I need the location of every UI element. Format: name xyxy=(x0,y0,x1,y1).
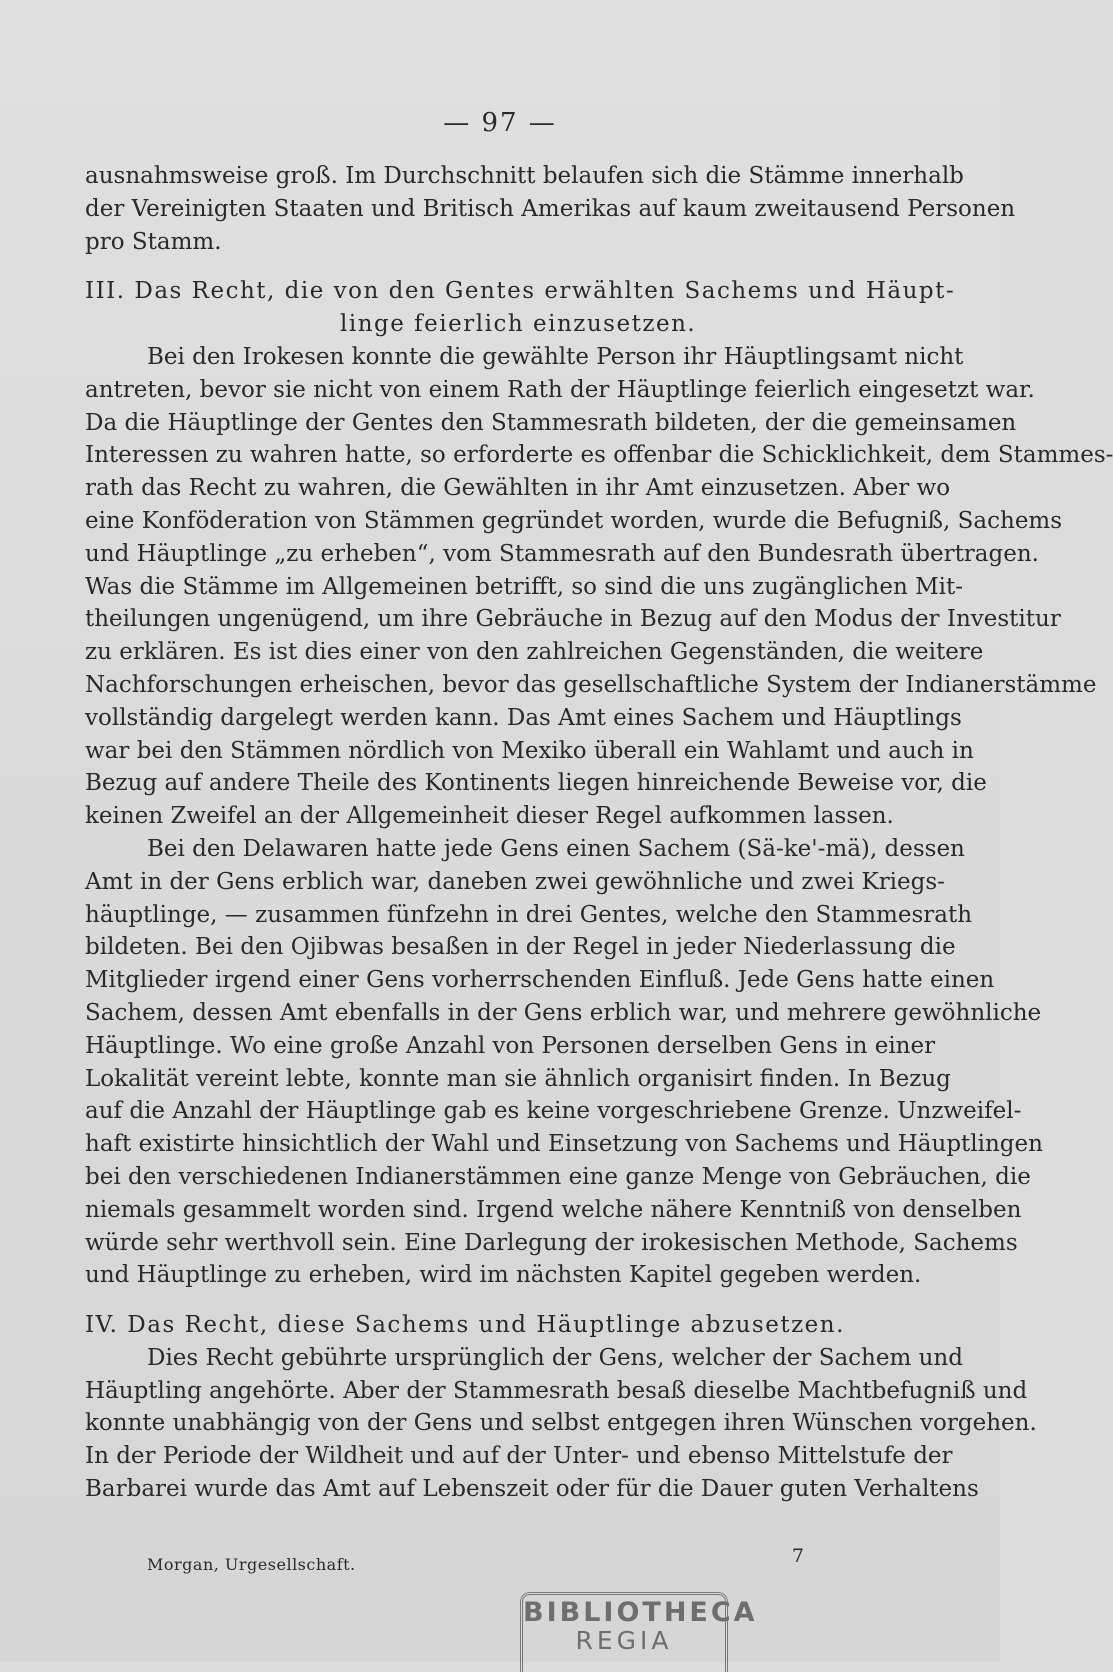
text-line: und Häuptlinge zu erheben, wird im nächsten Kapitel gegeben werden. xyxy=(85,1262,922,1289)
stamp-line-2: REGIA xyxy=(575,1626,673,1655)
text-line: vollständig dargelegt werden kann. Das Amt eines Sachem und Häuptlings xyxy=(85,704,962,731)
section-heading-line: IV. Das Recht, diese Sachems und Häuptlinge abzusetzen. xyxy=(85,1312,845,1339)
page-body xyxy=(85,160,1113,1506)
paragraph-gap xyxy=(85,258,919,275)
section-heading-line: III. Das Recht, die von den Gentes erwählten Sachems und Häupt- xyxy=(85,278,956,305)
page-footer xyxy=(85,1545,919,1575)
text-line: der Vereinigten Staaten und Britisch Amerikas auf kaum zweitausend Personen xyxy=(85,195,1016,222)
library-stamp xyxy=(520,1592,758,1672)
text-line: Da die Häuptlinge der Gentes den Stammesrath bildeten, der die gemeinsamen xyxy=(85,409,1017,436)
text-line: Barbarei wurde das Amt auf Lebenszeit oder für die Dauer guten Verhaltens xyxy=(85,1476,979,1503)
text-line: In der Periode der Wildheit und auf der Unter- und ebenso Mittelstufe der xyxy=(85,1443,953,1470)
text-line: eine Konföderation von Stämmen gegründet worden, wurde die Befugniß, Sachems xyxy=(85,507,1063,534)
text-line: Nachforschungen erheischen, bevor das gesellschaftliche System der Indianerstämme xyxy=(85,671,1097,698)
text-line: Amt in der Gens erblich war, daneben zwei gewöhnliche und zwei Kriegs- xyxy=(85,868,945,895)
text-line: antreten, bevor sie nicht von einem Rath der Häuptlinge feierlich eingesetzt war. xyxy=(85,376,1035,403)
text-line: niemals gesammelt worden sind. Irgend welche nähere Kenntniß von denselben xyxy=(85,1196,1022,1223)
stamp-line-1: BIBLIOTHECA xyxy=(523,1597,758,1628)
text-line: auf die Anzahl der Häuptlinge gab es keine vorgeschriebene Grenze. Unzweifel- xyxy=(85,1098,1022,1125)
page-number: — 97 — xyxy=(443,108,557,138)
paragraph-gap xyxy=(85,1292,919,1309)
text-line: theilungen ungenügend, um ihre Gebräuche in Bezug auf den Modus der Investitur xyxy=(85,606,1061,633)
text-line: rath das Recht zu wahren, die Gewählten in ihr Amt einzusetzen. Aber wo xyxy=(85,475,951,502)
text-line: Was die Stämme im Allgemeinen betrifft, so sind die uns zugänglichen Mit- xyxy=(85,573,963,600)
text-line: Sachem, dessen Amt ebenfalls in der Gens erblich war, und mehrere gewöhnliche xyxy=(85,999,1042,1026)
text-line: Bezug auf andere Theile des Kontinents liegen hinreichende Beweise vor, die xyxy=(85,770,987,797)
text-line: häuptlinge, — zusammen fünfzehn in drei Gentes, welche den Stammesrath xyxy=(85,901,973,928)
footer-sheet-number: 7 xyxy=(791,1545,804,1567)
text-line: keinen Zweifel an der Allgemeinheit dieser Regel aufkommen lassen. xyxy=(85,803,894,830)
text-line: ausnahmsweise groß. Im Durchschnitt belaufen sich die Stämme innerhalb xyxy=(85,163,964,189)
text-line: Lokalität vereint lebte, konnte man sie ähnlich organisirt finden. In Bezug xyxy=(85,1065,951,1092)
text-line: Bei den Irokesen konnte die gewählte Person ihr Häuptlingsamt nicht xyxy=(147,343,964,370)
text-line: Häuptlinge. Wo eine große Anzahl von Personen derselben Gens in einer xyxy=(85,1032,936,1059)
text-line: war bei den Stämmen nördlich von Mexiko überall ein Wahlamt und auch in xyxy=(85,737,974,764)
text-line: Bei den Delawaren hatte jede Gens einen Sachem (Sä-ke'-mä), dessen xyxy=(147,835,965,862)
text-line: würde sehr werthvoll sein. Eine Darlegung der irokesischen Methode, Sachems xyxy=(85,1229,1018,1256)
text-line: haft existirte hinsichtlich der Wahl und Einsetzung von Sachems und Häuptlingen xyxy=(85,1131,1043,1158)
text-line: bei den verschiedenen Indianerstämmen eine ganze Menge von Gebräuchen, die xyxy=(85,1163,1031,1190)
text-line: zu erklären. Es ist dies einer von den zahlreichen Gegenständen, die weitere xyxy=(85,639,984,666)
text-line: pro Stamm. xyxy=(85,228,222,255)
text-line: und Häuptlinge „zu erheben“, vom Stammesrath auf den Bundesrath übertragen. xyxy=(85,540,1039,567)
text-line: Mitglieder irgend einer Gens vorherrschenden Einfluß. Jede Gens hatte einen xyxy=(85,967,995,994)
text-line: konnte unabhängig von der Gens und selbst entgegen ihren Wünschen vorgehen. xyxy=(85,1410,1037,1437)
text-line: Dies Recht gebührte ursprünglich der Gens, welcher der Sachem und xyxy=(147,1344,963,1371)
footer-signature: Morgan, Urgesellschaft. xyxy=(147,1555,356,1574)
text-line: Häuptling angehörte. Aber der Stammesrath besaß dieselbe Machtbefugniß und xyxy=(85,1377,1028,1404)
text-line: bildeten. Bei den Ojibwas besaßen in der Regel in jeder Niederlassung die xyxy=(85,934,956,961)
text-line: Interessen zu wahren hatte, so erforderte es offenbar die Schicklichkeit, dem Stammes- xyxy=(85,442,1113,469)
section-heading-line: linge feierlich einzusetzen. xyxy=(340,311,697,338)
